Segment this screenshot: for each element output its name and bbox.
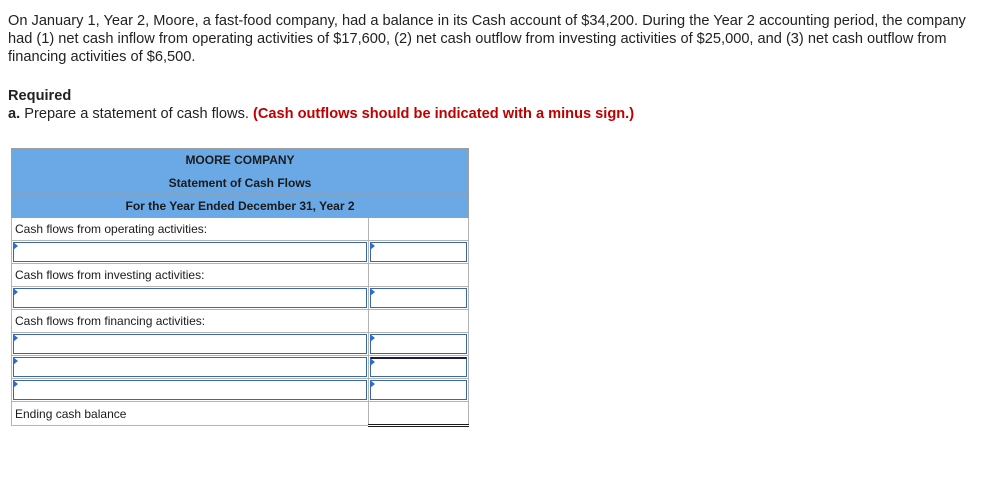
investing-amount-input[interactable] bbox=[370, 288, 467, 308]
empty-cell bbox=[369, 218, 469, 241]
input-marker-icon bbox=[370, 380, 375, 388]
operating-description-input[interactable] bbox=[13, 242, 367, 262]
total-input-row-2 bbox=[12, 379, 469, 402]
part-text: Prepare a statement of cash flows. bbox=[24, 106, 249, 122]
problem-statement bbox=[8, 12, 983, 66]
financing-amount-input[interactable] bbox=[370, 334, 467, 354]
statement-period: For the Year Ended December 31, Year 2 bbox=[12, 195, 469, 218]
input-marker-icon bbox=[13, 380, 18, 388]
operating-label-row bbox=[12, 218, 469, 241]
financing-description-input[interactable] bbox=[13, 334, 367, 354]
required-section bbox=[8, 87, 634, 123]
header-row-period bbox=[12, 195, 469, 218]
input-marker-icon bbox=[370, 288, 375, 296]
ending-balance-input[interactable] bbox=[369, 402, 469, 426]
problem-text: On January 1, Year 2, Moore, a fast-food company, had a balance in its Cash account of $34,200. During the Year 2 accounting period, the company had (1) net cash inflow from operating activities of $17,600, (2) net cash outflow from investing activities of $25,000, and (3) net cash outflow from financing activities of $6,500. bbox=[8, 13, 966, 65]
ending-balance-row bbox=[12, 402, 469, 426]
financing-label-row bbox=[12, 310, 469, 333]
investing-input-row bbox=[12, 287, 469, 310]
operating-input-row bbox=[12, 241, 469, 264]
input-marker-icon bbox=[13, 357, 18, 365]
operating-amount-input[interactable] bbox=[370, 242, 467, 262]
header-row-company bbox=[12, 149, 469, 172]
part-letter: a. bbox=[8, 106, 21, 122]
statement-title: Statement of Cash Flows bbox=[12, 172, 469, 195]
investing-label-row bbox=[12, 264, 469, 287]
operating-label: Cash flows from operating activities: bbox=[12, 218, 369, 241]
total-input-row-1 bbox=[12, 356, 469, 379]
cash-flow-statement-table bbox=[11, 148, 469, 427]
required-part-a bbox=[8, 105, 634, 123]
financing-label: Cash flows from financing activities: bbox=[12, 310, 369, 333]
investing-label: Cash flows from investing activities: bbox=[12, 264, 369, 287]
input-marker-icon bbox=[370, 242, 375, 250]
instruction-text: (Cash outflows should be indicated with a minus sign.) bbox=[253, 106, 635, 122]
total-description-input-1[interactable] bbox=[13, 357, 367, 377]
header-row-title bbox=[12, 172, 469, 195]
total-amount-input-2[interactable] bbox=[370, 380, 467, 400]
input-marker-icon bbox=[370, 334, 375, 342]
input-marker-icon bbox=[13, 288, 18, 296]
required-heading: Required bbox=[8, 88, 72, 104]
input-marker-icon bbox=[13, 242, 18, 250]
total-amount-input-1[interactable] bbox=[370, 357, 467, 377]
ending-balance-label: Ending cash balance bbox=[12, 402, 369, 426]
investing-description-input[interactable] bbox=[13, 288, 367, 308]
company-name: MOORE COMPANY bbox=[12, 149, 469, 172]
empty-cell bbox=[369, 310, 469, 333]
financing-input-row bbox=[12, 333, 469, 356]
total-description-input-2[interactable] bbox=[13, 380, 367, 400]
input-marker-icon bbox=[13, 334, 18, 342]
empty-cell bbox=[369, 264, 469, 287]
input-marker-icon bbox=[370, 358, 375, 366]
